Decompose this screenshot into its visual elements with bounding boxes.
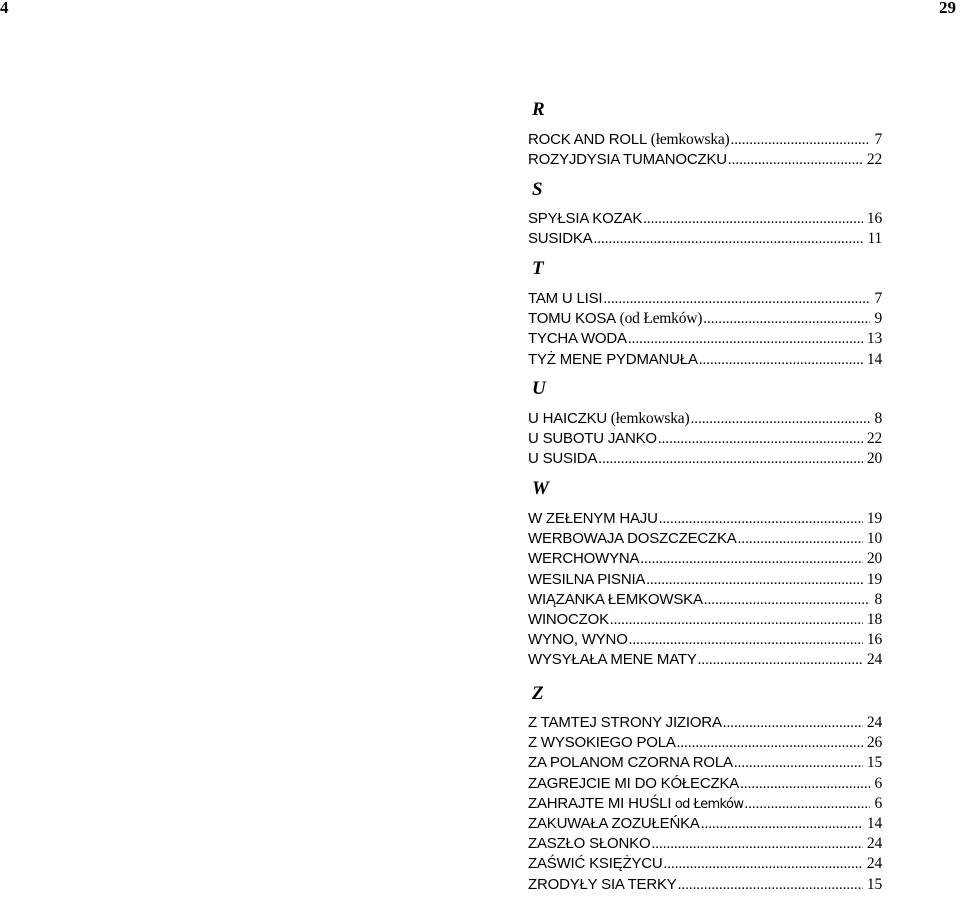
entry-title-text: TYŻ MENE PYDMANUŁA [528, 350, 698, 368]
entry-page-number: 10 [866, 530, 882, 548]
index-entry [528, 509, 882, 529]
index-entry [528, 834, 882, 854]
entry-title [528, 733, 676, 753]
entry-title-text: WESILNA PISNIA [528, 570, 646, 588]
index-entry [528, 630, 882, 650]
index-entry [528, 409, 882, 429]
entry-page-number: 7 [874, 131, 882, 148]
entry-title-text: W ZEŁENYM HAJU [528, 510, 658, 527]
entry-page-number: 6 [874, 774, 882, 792]
entry-title-text: U SUSIDA [528, 450, 598, 468]
entry-title [528, 509, 658, 529]
dot-leader [598, 449, 863, 469]
entry-note: (od Łemków) [615, 310, 703, 328]
dot-leader [677, 733, 863, 753]
dot-leader [664, 854, 863, 874]
entry-title-text: TYCHA WODA [528, 330, 627, 348]
entry-page-number: 13 [866, 330, 882, 348]
entry-title-text: WERCHOWYNA [528, 550, 640, 568]
dot-leader [728, 150, 863, 170]
entry-title-text: U HAICZKU [528, 410, 608, 427]
entry-note: od Łemków [671, 796, 744, 812]
entry-title-text: WYSYŁAŁA MENE MATY [528, 651, 697, 669]
index-entry [528, 733, 882, 753]
entry-page-number: 22 [866, 430, 882, 448]
index-entry [528, 794, 882, 814]
index-entry [528, 774, 882, 794]
entry-title-text: U SUBOTU JANKO [528, 430, 657, 448]
dot-leader [703, 309, 870, 329]
index-entry [528, 753, 882, 773]
entry-page-number: 15 [866, 875, 882, 893]
dot-leader [640, 549, 863, 569]
page-number-right: 29 [939, 0, 956, 17]
entry-title [528, 229, 592, 249]
entry-title [528, 570, 645, 590]
entry-page-number: 16 [866, 210, 882, 227]
entry-page-number: 16 [866, 631, 882, 649]
index-entry [528, 130, 882, 150]
entry-title-text: Z WYSOKIEGO POLA [528, 734, 676, 752]
entry-page-number: 24 [866, 855, 882, 873]
entry-title-text: ZAŚWIĆ KSIĘŻYCU [528, 855, 663, 873]
index-entry [528, 350, 882, 370]
index-entry [528, 309, 882, 329]
entry-title [528, 774, 739, 794]
entry-title [528, 713, 722, 733]
entry-page-number: 7 [874, 290, 882, 307]
dot-leader [723, 713, 863, 733]
index-entry [528, 610, 882, 630]
entry-title [528, 814, 700, 834]
dot-leader [651, 834, 862, 854]
index-entry [528, 329, 882, 349]
entry-page-number: 19 [866, 570, 882, 588]
entry-title-text: SPYŁSIA KOZAK [528, 210, 643, 227]
entry-page-number: 20 [866, 450, 882, 468]
dot-leader [628, 329, 863, 349]
entry-title-text: ROCK AND ROLL [528, 131, 648, 148]
entry-page-number: 11 [867, 230, 882, 248]
entry-title [528, 350, 698, 370]
dot-leader [698, 650, 863, 670]
entry-title [528, 529, 737, 549]
index-entry [528, 854, 882, 874]
entry-title-text: Z TAMTEJ STRONY JIZIORA [528, 714, 722, 731]
entry-page-number: 24 [866, 714, 882, 731]
entry-title [528, 610, 609, 630]
entry-page-number: 6 [874, 794, 882, 812]
dot-leader [629, 630, 863, 650]
entry-title [528, 329, 627, 349]
section-heading: R [532, 99, 545, 120]
dot-leader [593, 229, 863, 249]
section-heading: S [532, 179, 543, 200]
page-number-left: 4 [0, 0, 9, 17]
index-entry [528, 209, 882, 229]
entry-title-text: ZAGREJCIE MI DO KÓŁECZKA [528, 774, 740, 792]
index-entry [528, 529, 882, 549]
entry-title-text: ROZYJDYSIA TUMANOCZKU [528, 151, 727, 169]
entry-page-number: 15 [866, 754, 882, 772]
entry-page-number: 22 [866, 151, 882, 169]
entry-note: (łemkowska) [607, 410, 690, 427]
entry-title [528, 289, 602, 309]
entry-title [528, 834, 650, 854]
entry-title [528, 854, 663, 874]
entry-page-number: 20 [866, 550, 882, 568]
dot-leader [603, 289, 870, 309]
entry-title [528, 794, 743, 815]
section-heading: W [532, 478, 549, 499]
dot-leader [738, 529, 863, 549]
dot-leader [610, 610, 863, 630]
index-entry [528, 650, 882, 670]
entry-page-number: 14 [866, 350, 882, 368]
dot-leader [699, 350, 863, 370]
entry-title [528, 449, 597, 469]
entry-page-number: 24 [866, 651, 882, 669]
dot-leader [658, 429, 863, 449]
entry-title [528, 309, 702, 329]
entry-page-number: 8 [874, 410, 882, 427]
entry-title [528, 429, 657, 449]
entry-title-text: WYNO, WYNO [528, 631, 628, 649]
entry-page-number: 26 [866, 734, 882, 752]
entry-title [528, 150, 727, 170]
section-heading: T [532, 258, 544, 279]
dot-leader [690, 409, 870, 429]
dot-leader [643, 209, 863, 229]
dot-leader [704, 590, 871, 610]
entry-page-number: 24 [866, 835, 882, 853]
entry-title-text: TOMU KOSA [528, 310, 616, 328]
index-entry [528, 875, 882, 895]
entry-title-text: ZA POLANOM CZORNA ROLA [528, 754, 733, 772]
index-entry [528, 713, 882, 733]
entry-page-number: 19 [866, 510, 882, 527]
entry-title [528, 549, 639, 569]
entry-note: (łemkowska) [647, 131, 730, 148]
dot-leader [678, 875, 863, 895]
entry-title-text: WIĄZANKA ŁEMKOWSKA [528, 590, 703, 608]
entry-title [528, 409, 689, 429]
entry-title-text: TAM U LISI [528, 290, 603, 307]
entry-title [528, 650, 697, 670]
entry-title [528, 875, 677, 895]
entry-page-number: 14 [866, 815, 882, 832]
dot-leader [701, 814, 863, 834]
entry-page-number: 8 [874, 590, 882, 608]
index-entry [528, 570, 882, 590]
section-heading: Z [532, 683, 544, 704]
entry-title-text: ZAKUWAŁA ZOZUŁEŃKA [528, 815, 700, 832]
dot-leader [646, 570, 863, 590]
index-entry [528, 229, 882, 249]
index-entry [528, 814, 882, 834]
entry-title [528, 753, 733, 773]
entry-title-text: ZASZŁO SŁONKO [528, 835, 651, 853]
index-entry [528, 449, 882, 469]
entry-page-number: 9 [874, 310, 882, 328]
entry-page-number: 18 [866, 611, 882, 628]
entry-title-text: ZAHRAJTE MI HUŚLI [528, 794, 672, 812]
entry-title-text: WERBOWAJA DOSZCZECZKA [528, 530, 737, 548]
entry-title-text: WINOCZOK [528, 611, 609, 628]
index-entry [528, 289, 882, 309]
section-heading: U [532, 378, 546, 399]
dot-leader [740, 774, 870, 794]
entry-title [528, 630, 628, 650]
entry-title [528, 130, 730, 150]
dot-leader [731, 130, 871, 150]
dot-leader [744, 794, 870, 814]
dot-leader [734, 753, 863, 773]
entry-title [528, 209, 642, 229]
index-entry [528, 429, 882, 449]
entry-title-text: ZRODYŁY SIA TERKY [528, 875, 677, 893]
entry-title [528, 590, 703, 610]
dot-leader [659, 509, 863, 529]
index-entry [528, 549, 882, 569]
index-entry [528, 590, 882, 610]
entry-title-text: SUSIDKA [528, 230, 593, 248]
index-entry [528, 150, 882, 170]
